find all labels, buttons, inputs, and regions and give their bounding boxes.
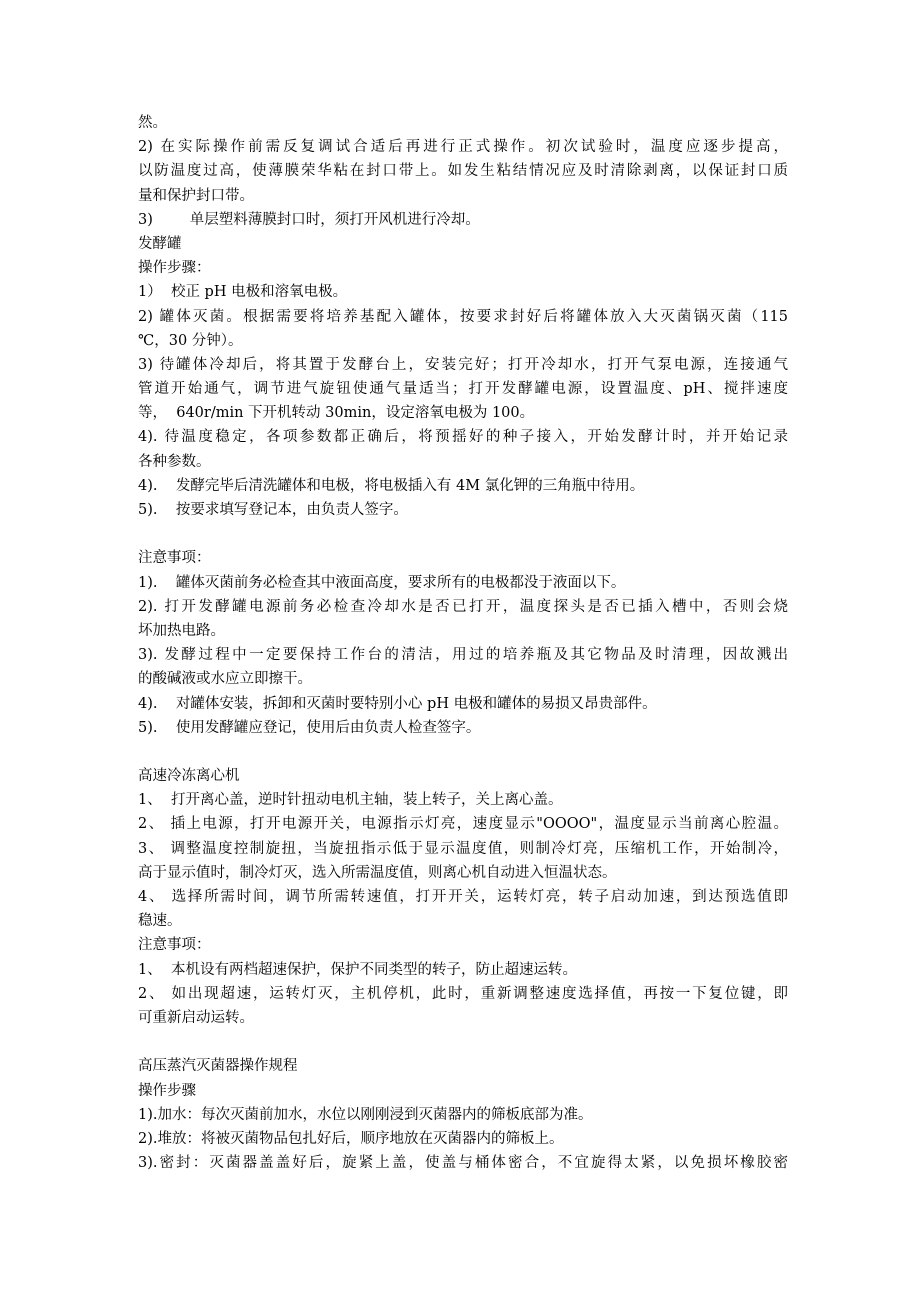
text-line: 4、 选择所需时间，调节所需转速值，打开开关，运转灯亮，转子启动加速，到达预选值即 bbox=[138, 889, 788, 905]
text-line: 操作步骤 bbox=[138, 1082, 196, 1099]
text-line: 3) 待罐体冷却后，将其置于发酵台上，安装完好；打开冷却水，打开气泵电源，连接通气 bbox=[138, 356, 788, 373]
text-line: 2) 在实际操作前需反复调试合适后再进行正式操作。初次试验时，温度应逐步提高， bbox=[138, 139, 788, 156]
text-line: 可重新启动运转。 bbox=[138, 1009, 254, 1026]
text-line: 3、 调整温度控制旋扭，当旋扭指示低于显示温度值，则制冷灯亮，压缩机工作，开始制冷， bbox=[138, 840, 788, 857]
text-line: ℃，30 分钟）。 bbox=[138, 332, 243, 349]
text-line: 坏加热电路。 bbox=[138, 622, 225, 639]
text-line: 以防温度过高，使薄膜荣华粘在封口带上。如发生粘结情况应及时清除剥离，以保证封口质 bbox=[138, 163, 788, 180]
text-line: 等， 640r/min 下开机转动 30min，设定溶氧电极为 100。 bbox=[138, 405, 535, 422]
text-line: 3) 单层塑料薄膜封口时，须打开风机进行冷却。 bbox=[138, 211, 480, 228]
text-line: 1).加水：每次灭菌前加水，水位以刚刚浸到灭菌器内的筛板底部为准。 bbox=[138, 1106, 593, 1123]
text-line: 5). 使用发酵罐应登记，使用后由负责人检查签字。 bbox=[138, 719, 481, 736]
text-line: 高速冷冻离心机 bbox=[138, 768, 240, 785]
document-page bbox=[138, 111, 788, 1175]
text-line: 注意事项： bbox=[138, 937, 211, 954]
text-line: 高于显示值时，制冷灯灭，选入所需温度值，则离心机自动进入恒温状态。 bbox=[138, 864, 617, 881]
blank-line bbox=[138, 1030, 788, 1054]
text-line: 1、 打开离心盖，逆时针扭动电机主轴，装上转子，关上离心盖。 bbox=[138, 792, 563, 809]
text-line: 各种参数。 bbox=[138, 453, 211, 470]
text-line: 2、 如出现超速，运转灯灭，主机停机，此时，重新调整速度选择值，再按一下复位键，即 bbox=[138, 985, 788, 1002]
text-line: 2、 插上电源，打开电源开关，电源指示灯亮，速度显示"OOOO"，温度显示当前离心腔温。 bbox=[138, 816, 788, 833]
text-line: 操作步骤： bbox=[138, 260, 211, 277]
text-line: 1). 罐体灭菌前务必检查其中液面高度，要求所有的电极都没于液面以下。 bbox=[138, 574, 626, 591]
text-line: 2) 罐体灭菌。根据需要将培养基配入罐体，按要求封好后将罐体放入大灭菌锅灭菌（115 bbox=[138, 308, 788, 325]
text-line: 发酵罐 bbox=[138, 235, 182, 252]
text-line: 高压蒸汽灭菌器操作规程 bbox=[138, 1058, 298, 1075]
text-line: 注意事项： bbox=[138, 550, 211, 567]
text-line: 2).堆放：将被灭菌物品包扎好后，顺序地放在灭菌器内的筛板上。 bbox=[138, 1130, 564, 1147]
text-line: 4). 发酵完毕后清洗罐体和电极，将电极插入有 4M 氯化钾的三角瓶中待用。 bbox=[138, 477, 645, 494]
text-line: 4). 对罐体安装，拆卸和灭菌时要特别小心 pH 电极和罐体的易损又昂贵部件。 bbox=[138, 695, 657, 712]
text-line: 1、 本机设有两档超速保护，保护不同类型的转子，防止超速运转。 bbox=[138, 961, 577, 978]
text-line: 1） 校正 pH 电极和溶氧电极。 bbox=[138, 284, 348, 301]
text-line: 3).密封：灭菌器盖盖好后，旋紧上盖，使盖与桶体密合，不宜旋得太紧，以免损坏橡胶密 bbox=[138, 1155, 788, 1172]
text-line: 量和保护封口带。 bbox=[138, 187, 254, 204]
text-line: 的酸碱液或水应立即擦干。 bbox=[138, 671, 312, 688]
text-line: 然。 bbox=[138, 115, 167, 131]
blank-line bbox=[138, 522, 788, 546]
blank-line bbox=[138, 740, 788, 764]
text-line: 5). 按要求填写登记本，由负责人签字。 bbox=[138, 502, 408, 518]
text-line: 3). 发酵过程中一定要保持工作台的清洁，用过的培养瓶及其它物品及时清理，因故溅出 bbox=[138, 647, 788, 664]
text-line: 稳速。 bbox=[138, 913, 182, 930]
text-line: 管道开始通气，调节进气旋钮使通气量适当；打开发酵罐电源，设置温度、pH、搅拌速度 bbox=[138, 381, 788, 398]
text-line: 4). 待温度稳定，各项参数都正确后，将预摇好的种子接入，开始发酵计时，并开始记录 bbox=[138, 429, 788, 446]
text-line: 2). 打开发酵罐电源前务必检查冷却水是否已打开，温度探头是否已插入槽中，否则会烧 bbox=[138, 598, 788, 615]
